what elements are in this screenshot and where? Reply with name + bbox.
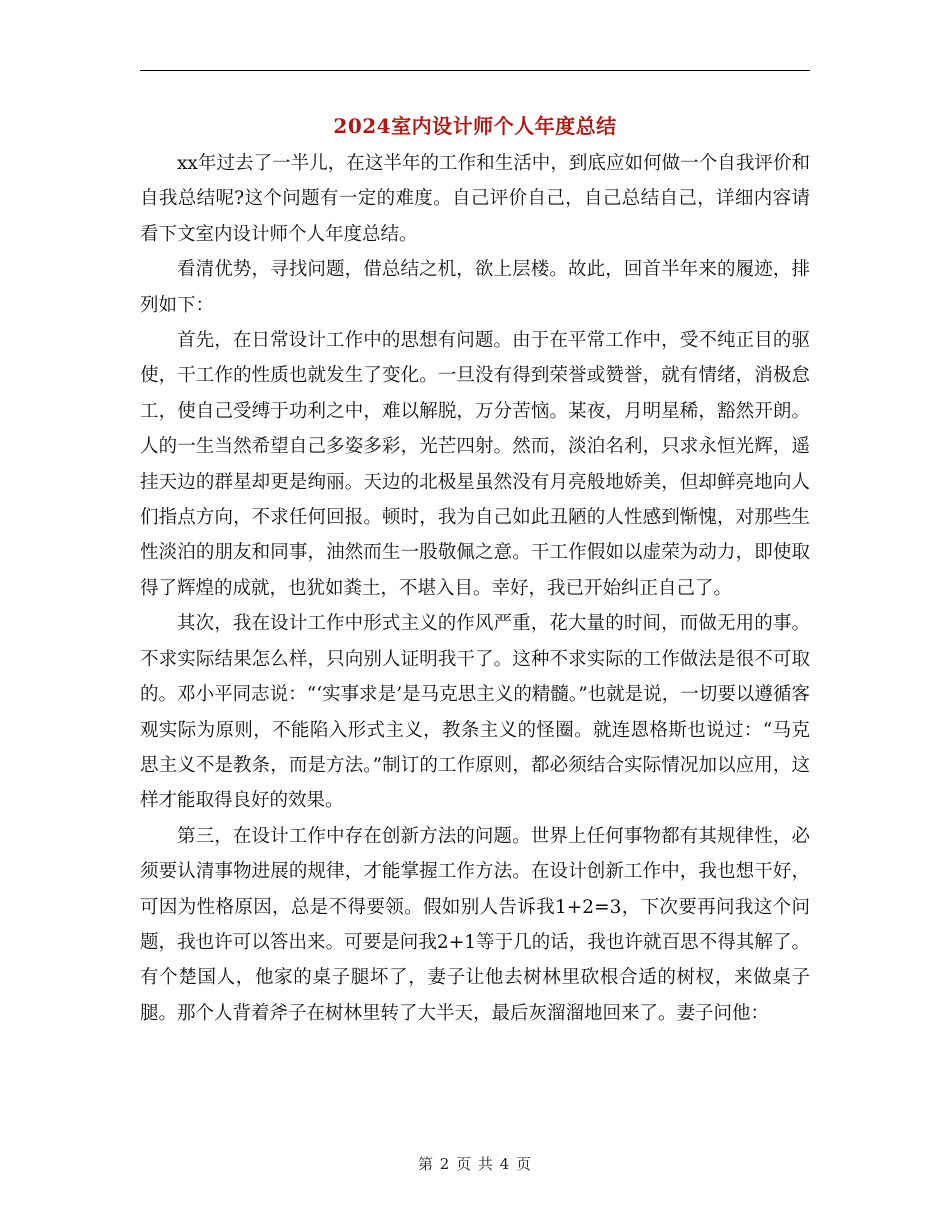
header-rule (140, 70, 810, 71)
paragraph-intro: xx年过去了一半儿，在这半年的工作和生活中，到底应如何做一个自我评价和自我总结呢?这个问题有一定的难度。自己评价自己，自己总结自己，详细内容请看下文室内设计师个人年度总结。 (140, 153, 810, 245)
document-title: 2024室内设计师个人年度总结 (333, 114, 617, 138)
page-number-footer: 第 2 页 共 4 页 (418, 1155, 532, 1173)
paragraph-second-point: 其次，我在设计工作中形式主义的作风严重，花大量的时间，而做无用的事。不求实际结果怎么样，只向别人证明我干了。这种不求实际的工作做法是很不可取的。邓小平同志说：“‘实事求是’是马克思主义的精髓。”也就是说，一切要以遵循客观实际为原则，不能陷入形式主义，教条主义的怪圈。就连恩格斯也说过：“马克思主义不是教条，而是方法。”制订的工作原则，都必须结合实际情况加以应用，这样才能取得良好的效果。 (140, 613, 810, 812)
document-body (140, 146, 810, 1031)
paragraph-third-point: 第三，在设计工作中存在创新方法的问题。世界上任何事物都有其规律性，必须要认清事物进展的规律，才能掌握工作方法。在设计创新工作中，我也想干好，可因为性格原因，总是不得要领。假如别人告诉我1+2=3，下次要再问我这个问题，我也许可以答出来。可要是问我2+1等于几的话，我也许就百思不得其解了。有个楚国人，他家的桌子腿坏了，妻子让他去树林里砍根合适的树杈，来做桌子腿。那个人背着斧子在树林里转了大半天，最后灰溜溜地回来了。妻子问他： (140, 825, 810, 1024)
paragraph-first-point: 首先，在日常设计工作中的思想有问题。由于在平常工作中，受不纯正目的驱使，干工作的性质也就发生了变化。一旦没有得到荣誉或赞誉，就有情绪，消极怠工，使自己受缚于功利之中，难以解脱，万分苦恼。某夜，月明星稀，豁然开朗。人的一生当然希望自己多姿多彩，光芒四射。然而，淡泊名利，只求永恒光辉，遥挂天边的群星却更是绚丽。天边的北极星虽然没有月亮般地娇美，但却鲜亮地向人们指点方向，不求任何回报。顿时，我为自己如此丑陋的人性感到惭愧，对那些生性淡泊的朋友和同事，油然而生一股敬佩之意。干工作假如以虚荣为动力，即使取得了辉煌的成就，也犹如粪土，不堪入目。幸好，我已开始纠正自己了。 (140, 330, 810, 599)
paragraph-overview: 看清优势，寻找问题，借总结之机，欲上层楼。故此，回首半年来的履迹，排列如下： (140, 259, 810, 316)
